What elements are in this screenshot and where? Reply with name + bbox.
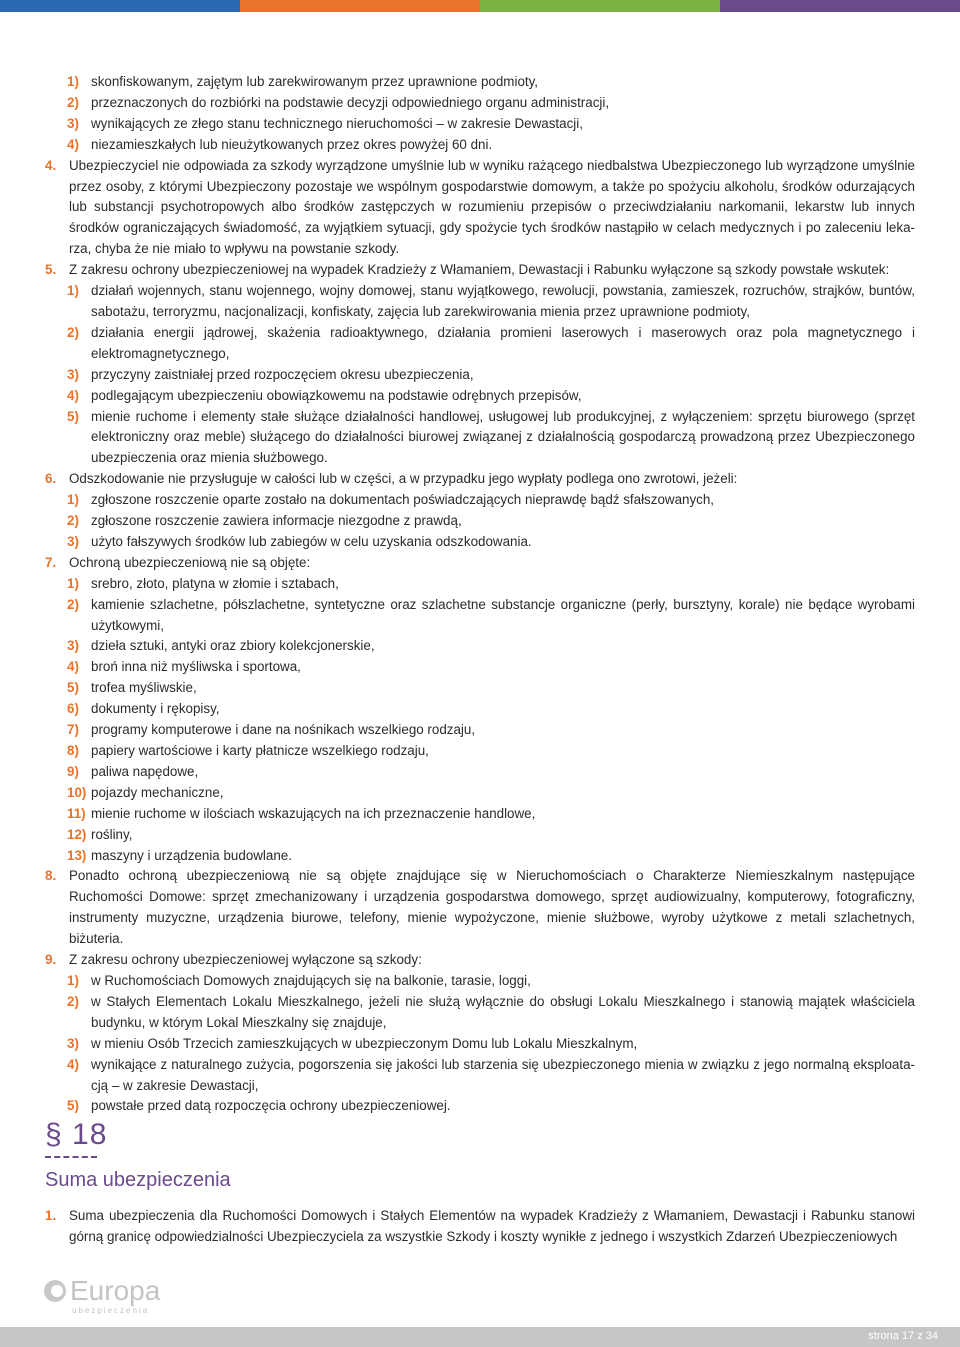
list-text: dokumenty i rękopisy, [91,701,220,717]
clause-text: Z zakresu ochrony ubezpieczeniowej na wypadek Kradzieży z Włamaniem, Dewastacji i Rabunku wyłączone są szkody powstałe wskutek: [69,262,890,278]
clause-text: Odszkodowanie nie przysługuje w całości lub w części, a w przypadku jego wypłaty podlega ono zwrotowi, jeżeli: [69,471,738,487]
bar-segment-blue [0,0,240,12]
clause-number: 8. [45,868,57,884]
list-text: skonfiskowanym, zajętym lub zarekwirowanym przez uprawnione podmioty, [91,74,539,89]
section-clause-1 [45,1206,915,1248]
list-item [45,386,915,407]
list-text: działania energii jądrowej, skażenia radioaktywnego, działania promieni laserowych i maserowych oraz pola magnetycznego i elektromagnetycznego, [91,324,915,361]
list-text: programy komputerowe i dane na nośnikach wszelkiego rodzaju, [91,722,476,738]
clause-4 [45,156,915,261]
list-number: 2) [67,94,79,110]
list-text: wynikających ze złego stanu technicznego nieruchomości – w zakresie Dewastacji, [91,115,583,131]
clause-number: 5. [45,262,57,278]
list-item [45,1096,915,1117]
list-number: 11) [67,805,86,821]
list-number: 13) [67,847,87,863]
list-number: 4) [67,136,79,152]
clause-text: Ubezpieczyciel nie odpowiada za szkody wyrządzone umyślnie lub w wyniku rażącego niedbalstwa Ubezpieczonego lub wyrządzone umyślnie przez osoby, z którymi Ubezpieczony pozostaje we wspólnym gospodarstwie domowym, a także po spożyciu alkoholu, środków odurzających lub substancji psychotropowych albo środków zastępczych w rozumieniu przepisów o przeciwdziałaniu narkomanii, lekarstw lub innych środków ograniczających świadomość, za wyjątkiem sytuacji, gdy spożycie tych środków nastąpiło w celach medycznych i po zaleceniu lekarza, chyba że nie miało to wpływu na powstanie szkody. [69,157,915,257]
clause-number: 4. [45,157,57,173]
list-item [45,93,915,114]
list-item [45,532,915,553]
list-number: 1) [67,492,79,508]
list-number: 2) [67,993,79,1009]
list-number: 3) [67,1035,79,1051]
list-a [45,72,915,156]
section-18 [45,1118,915,1248]
list-text: powstałe przed datą rozpoczęcia ochrony ubezpieczeniowej. [91,1098,451,1114]
list-item [45,1034,915,1055]
list-number: 7) [67,722,79,738]
logo-mark-icon [44,1280,66,1302]
footer-bar [0,1327,960,1347]
list-item [45,595,915,637]
list-text: srebro, złoto, platyna w złomie i sztabach, [91,575,339,591]
list-number: 1) [67,575,79,591]
list-number: 4) [67,659,79,675]
clause-5 [45,260,915,281]
list-item [45,636,915,657]
list-item [45,699,915,720]
list-number: 4) [67,1056,79,1072]
list-item [45,323,915,365]
list-text: trofea myśliwskie, [91,680,197,696]
list-text: mienie ruchome i elementy stałe służące działalności handlowej, usługowej lub produkcyjnej, z wyłączeniem: sprzętu biurowego (sprzęt elektroniczny oraz meble) służącego do działalności biurowej związanej z działalnością gospodarczą prowadzoną przez Ubezpieczonego ubezpieczenia oraz mienia służbowego. [91,408,915,466]
clause-7 [45,553,915,574]
list-number: 3) [67,638,79,654]
list-number: 5) [67,1098,79,1114]
list-number: 12) [67,826,87,842]
list-number: 1) [67,283,79,299]
list-number: 1) [67,972,79,988]
list-item [45,72,915,93]
list-text: papiery wartościowe i karty płatnicze wszelkiego rodzaju, [91,743,429,758]
list-item [45,114,915,135]
list-number: 5) [67,680,79,696]
list-item [45,1055,915,1097]
list-number: 2) [67,324,79,340]
list-text: paliwa napędowe, [91,763,199,779]
list-number: 6) [67,701,79,717]
clause-text: Suma ubezpieczenia dla Ruchomości Domowych i Stałych Elementów na wypadek Kradzieży z Włamaniem, Dewastacji i Rabunku stanowi górną granicę odpowiedzialności Ubezpieczyciela za wszystkie Szkody i koszty wynikłe z jednego i wszystkich Zdarzeń Ubezpieczeniowych [69,1208,915,1244]
list-number: 8) [67,743,79,758]
list-text: w Stałych Elementach Lokalu Mieszkalnego, jeżeli nie służą wyłącznie do obsługi Lokalu Mieszkalnego i stanowią majątek właściciela budynku, w którym Lokal Mieszkalny się znajduje, [91,993,915,1030]
list-number: 4) [67,387,79,403]
list-text: zgłoszone roszczenie zawiera informacje niezgodne z prawdą, [91,513,462,529]
clause-text: Ochroną ubezpieczeniową nie są objęte: [69,554,311,570]
clause-6 [45,469,915,490]
list-text: pojazdy mechaniczne, [91,784,224,800]
list-number: 2) [67,596,79,612]
bar-segment-green [480,0,720,12]
list-item [45,846,915,867]
list-text: w Ruchomościach Domowych znajdujących się na balkonie, tarasie, loggi, [91,972,531,988]
section-number: § 18 [45,1118,108,1151]
list-item [45,407,915,470]
list-item [45,657,915,678]
list-number: 9) [67,763,79,779]
clause-number: 9. [45,952,57,968]
list-text: niezamieszkałych lub nieużytkowanych przez okres powyżej 60 dni. [91,136,493,152]
list-item [45,971,915,992]
list-item [45,574,915,595]
list-item [45,365,915,386]
list-item [45,783,915,804]
list-text: broń inna niż myśliwska i sportowa, [91,659,301,675]
list-text: wynikające z naturalnego zużycia, pogorszenia się jakości lub starzenia się ubezpieczonego mienia w związku z jego normalną eksploatacją – w zakresie Dewastacji, [91,1056,915,1093]
bar-segment-orange [240,0,480,12]
list-number: 3) [67,366,79,382]
list-text: użyto fałszywych środków lub zabiegów w celu uzyskania odszkodowania. [91,533,532,549]
clause-8 [45,866,915,950]
list-item [45,992,915,1034]
list-number: 3) [67,533,79,549]
list-item [45,135,915,156]
list-item [45,720,915,741]
list-text: maszyny i urządzenia budowlane. [91,847,292,863]
logo-subtitle: ubezpieczenia [72,1306,150,1315]
list-item [45,804,915,825]
list-number: 1) [67,74,79,89]
list-item [45,741,915,762]
list-item [45,825,915,846]
company-logo [44,1275,161,1315]
document-body [45,72,915,1117]
list-text: rośliny, [91,826,133,842]
section-title: Suma ubezpieczenia [45,1169,231,1191]
top-color-bar [0,0,960,12]
list-item [45,490,915,511]
section-divider [45,1156,97,1158]
list-text: mienie ruchome w ilościach wskazujących na ich przeznaczenie handlowe, [91,805,536,821]
clause-number: 7. [45,554,57,570]
list-item [45,678,915,699]
clause-text: Ponadto ochroną ubezpieczeniową nie są objęte znajdujące się w Nieruchomościach o Charakterze Niemieszkalnym następujące Ruchomości Domowe: sprzęt zmechanizowany i urządzenia gospodarstwa domowego, sprzęt audiowizualny, komputerowy, fotograficzny, instrumenty muzyczne, urządzenia biurowe, telefony, mienie wypożyczone, mienie służbowe, wyroby użytkowe z metali szlachetnych, biżuteria. [69,868,915,947]
page-number: strona 17 z 34 [868,1330,938,1342]
list-text: dzieła sztuki, antyki oraz zbiory kolekcjonerskie, [91,638,375,654]
bar-segment-purple [720,0,960,12]
clause-text: Z zakresu ochrony ubezpieczeniowej wyłączone są szkody: [69,952,422,968]
clause-number: 6. [45,471,57,487]
list-text: działań wojennych, stanu wojennego, wojny domowej, stanu wyjątkowego, rewolucji, powstania, zamieszek, rozruchów, strajków, buntów, sabotażu, terroryzmu, nacjonalizacji, konfiskaty, zajęcia lub zarekwirowania mienia przez uprawnione podmioty, [91,283,915,319]
list-number: 5) [67,408,79,424]
list-item [45,511,915,532]
list-text: przyczyny zaistniałej przed rozpoczęciem okresu ubezpieczenia, [91,366,474,382]
list-text: podlegającym ubezpieczeniu obowiązkowemu na podstawie odrębnych przepisów, [91,387,582,403]
list-number: 3) [67,115,79,131]
list-text: przeznaczonych do rozbiórki na podstawie decyzji odpowiedniego organu administracji, [91,94,610,110]
list-item [45,762,915,783]
list-text: zgłoszone roszczenie oparte zostało na dokumentach poświadczających nieprawdę bądź sfałszowanych, [91,492,715,508]
clause-number: 1. [45,1208,57,1223]
logo-name: Europa [70,1275,161,1306]
clause-9 [45,950,915,971]
list-text: kamienie szlachetne, półszlachetne, syntetyczne oraz szlachetne substancje organiczne (perły, bursztyny, korale) nie będące wyrobami użytkowymi, [91,596,915,633]
list-item [45,281,915,323]
list-text: w mieniu Osób Trzecich zamieszkujących w ubezpieczonym Domu lub Lokalu Mieszkalnym, [91,1035,638,1051]
list-number: 2) [67,513,79,529]
list-number: 10) [67,784,87,800]
